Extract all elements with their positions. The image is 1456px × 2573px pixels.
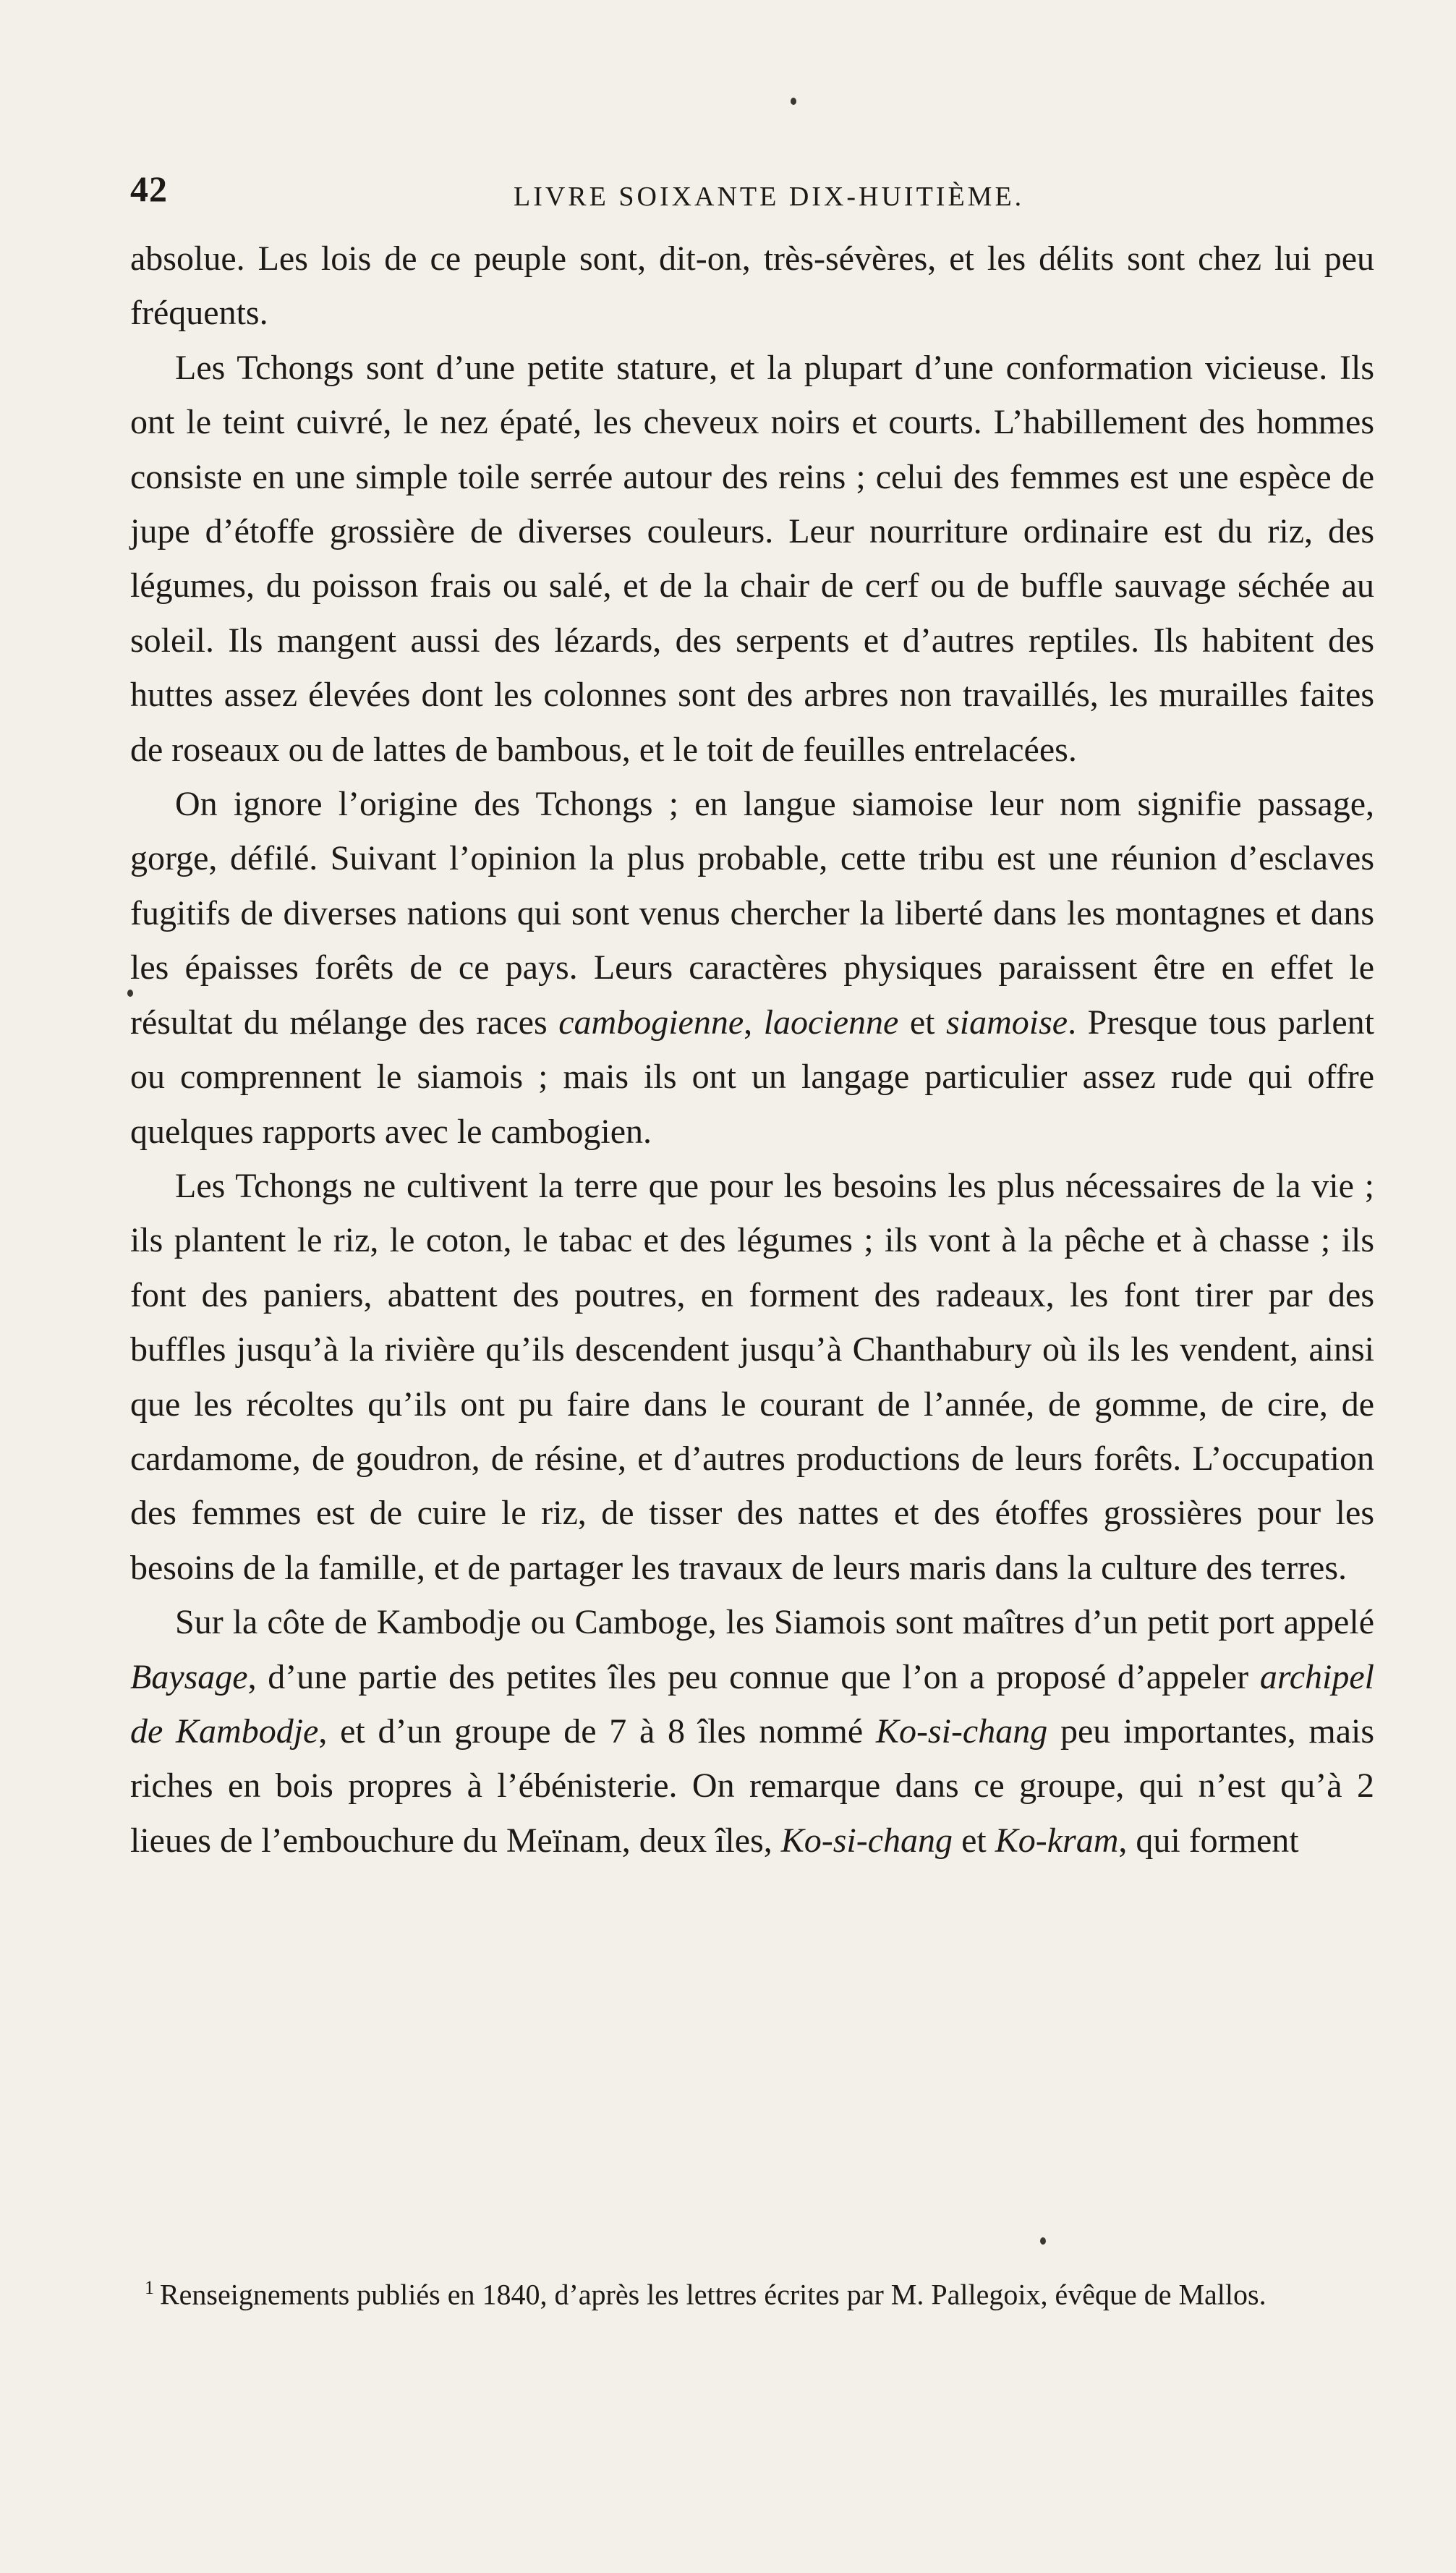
- paragraph-5-text-d: peu importantes, mais riches en bois propres à l’ébénisterie. On remarque dans ce groupe, qui n’est qu’à 2 lieues de l’embouchure du Meïnam, deux îles,: [130, 1711, 1375, 1860]
- italic-ko-kram: Ko-kram: [995, 1821, 1119, 1860]
- footnote-text: Renseignements publiés en 1840, d’après les lettres écrites par M. Pallegoix, évêque de Mallos.: [160, 2278, 1266, 2311]
- body-text: [130, 231, 1374, 1868]
- italic-siamoise: siamoise: [946, 1003, 1068, 1042]
- paragraph-5-text-a: Sur la côte de Kambodje ou Camboge, les Siamois sont maîtres d’un petit port appelé: [175, 1603, 1374, 1642]
- paragraph-5-text-f: , qui forment: [1118, 1821, 1299, 1860]
- paragraph-1: absolue. Les lois de ce peuple sont, dit-on, très-sévères, et les délits sont chez lui peu fréquents.: [130, 239, 1374, 333]
- paragraph-3: [130, 777, 1374, 1159]
- page-header: [130, 168, 1374, 218]
- italic-ko-si-chang-1: Ko-si-chang: [875, 1711, 1048, 1751]
- footnotes: [130, 2270, 1374, 2313]
- paragraph-5: [130, 1595, 1374, 1868]
- italic-laocienne: laocienne: [763, 1003, 899, 1042]
- paragraph-5-text-b: , d’une partie des petites îles peu connue que l’on a proposé d’appeler: [247, 1657, 1260, 1696]
- italic-baysage: Baysage: [130, 1657, 248, 1696]
- paragraph-4: Les Tchongs ne cultivent la terre que pour les besoins les plus nécessaires de la vie ; ils plantent le riz, le coton, le tabac et des légumes ; ils vont à la pêche et à chasse ; ils font des paniers, abattent des poutres, en forment des radeaux, les font tirer par des buffles jusqu’à la rivière qu’ils descendent jusqu’à Chanthabury où ils les vendent, ainsi que les récoltes qu’ils ont pu faire dans le courant de l’année, de gomme, de cire, de cardamome, de goudron, de résine, et d’autres productions de leurs forêts. L’occupation des femmes est de cuire le riz, de tisser des nattes et des étoffes grossières pour les besoins de la famille, et de partager les travaux de leurs maris dans la culture des terres.: [130, 1166, 1374, 1587]
- paragraph-5-text-e: et: [953, 1821, 995, 1860]
- running-head: LIVRE SOIXANTE DIX-HUITIÈME.: [514, 182, 1025, 212]
- italic-ko-si-chang-2: Ko-si-chang: [780, 1821, 953, 1860]
- paragraph-3-sep-2: et: [898, 1003, 947, 1042]
- footnote-1: [130, 2270, 1374, 2313]
- italic-archipel: archipel de Kambodje: [130, 1657, 1374, 1751]
- footnote-mark: 1: [145, 2277, 154, 2298]
- ink-speck: [791, 98, 796, 105]
- paragraph-2: Les Tchongs sont d’une petite stature, et la plupart d’une conformation vicieuse. Ils ont le teint cuivré, le nez épaté, les cheveux noirs et courts. L’habillement des hommes consiste en une simple toile serrée autour des reins ; celui des femmes est une espèce de jupe d’étoffe grossière de diverses couleurs. Leur nourriture ordinaire est du riz, des légumes, du poisson frais ou salé, et de la chair de cerf ou de buffle sauvage séchée au soleil. Ils mangent aussi des lézards, des serpents et d’autres reptiles. Ils habitent des huttes assez élevées dont les colonnes sont des arbres non travaillés, les murailles faites de roseaux ou de lattes de bambous, et le toit de feuilles entrelacées.: [130, 348, 1374, 769]
- paragraph-3-sep-1: ,: [744, 1003, 764, 1042]
- paragraph-3-text-a: On ignore l’origine des Tchongs ; en langue siamoise leur nom signifie passage, gorge, défilé. Suivant l’opinion la plus probable, cette tribu est une réunion d’esclaves fugitifs de diverses nations qui sont venus chercher la liberté dans les montagnes et dans les épaisses forêts de ce pays. Leurs caractères physiques paraissent être en effet le résultat du mélange des races: [130, 785, 1374, 1042]
- ink-speck: [127, 990, 133, 997]
- ink-speck: [1040, 2237, 1046, 2245]
- page-number: 42: [130, 169, 168, 209]
- paragraph-5-text-c: , et d’un groupe de 7 à 8 îles nommé: [318, 1711, 876, 1751]
- paragraph-3-text-b: . Presque tous parlent ou comprennent le siamois ; mais ils ont un langage particulier assez rude qui offre quelques rapports avec le cambogien.: [130, 1003, 1375, 1151]
- italic-cambogienne: cambogienne: [558, 1003, 744, 1042]
